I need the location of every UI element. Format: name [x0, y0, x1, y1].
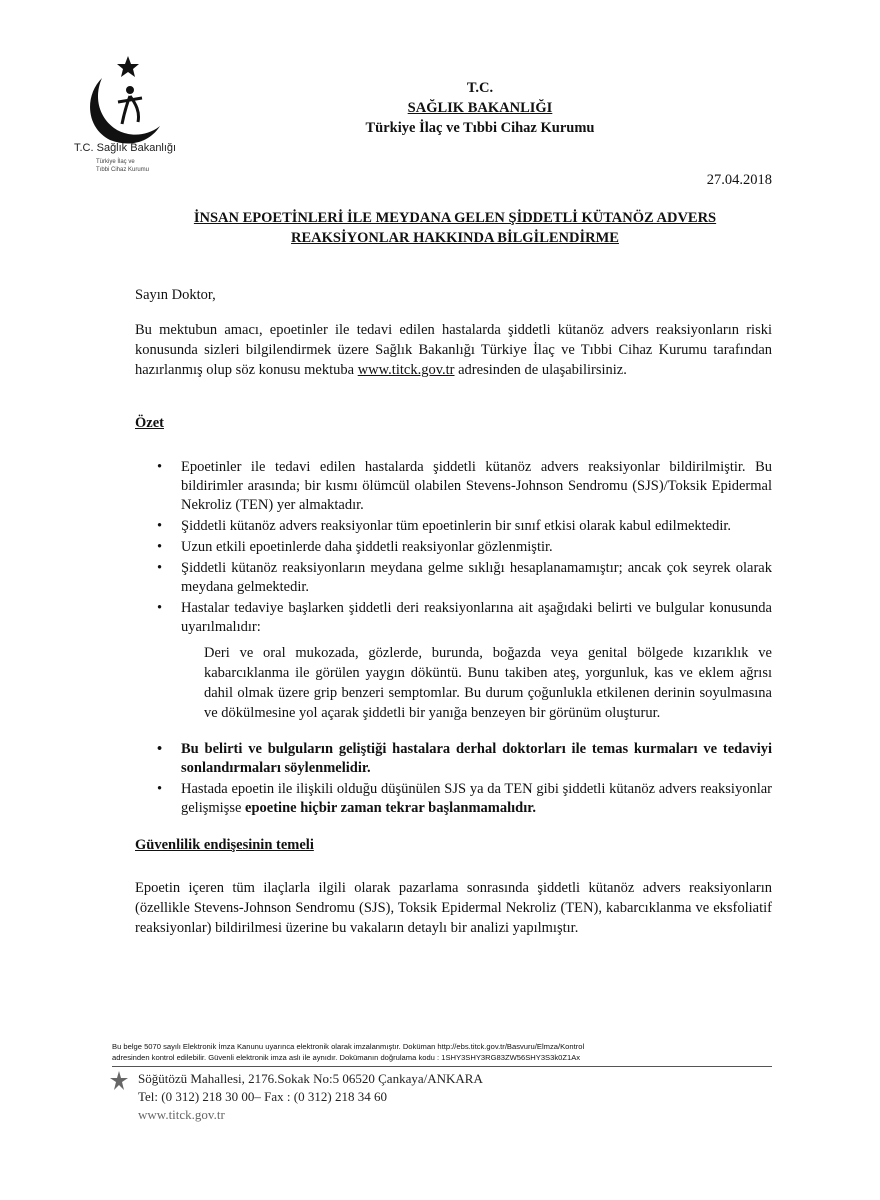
document-date: 27.04.2018: [706, 172, 772, 188]
e-signature-note: Bu belge 5070 sayılı Elektronik İmza Kanunu uyarınca elektronik olarak imzalanmıştır. Doküman http://ebs.titck.gov.tr/Basvuru/Elmza/Kontrol adresinden kontrol edilebilir. Güvenli elektronik imza aslı ile aynıdır. Dokümanın doğrulama kodu : 1SHY3SHY3RG83ZW56SHY3S3k0Z1Ax: [112, 1041, 772, 1067]
header-agency: Türkiye İlaç ve Tıbbi Cihaz Kurumu: [365, 120, 595, 136]
list-item: • Hastalar tedaviye başlarken şiddetli deri reaksiyonlarına ait aşağıdaki belirti ve bulgular konusunda uyarılmalıdır:: [157, 600, 772, 635]
logo-subtitle: Türkiye İlaç ve Tıbbi Cihaz Kurumu: [96, 159, 150, 173]
safety-heading: Güvenlilik endişesinin temeli: [135, 837, 314, 853]
list-item: • Epoetinler ile tedavi edilen hastalarda şiddetli kütanöz advers reaksiyonlar bildirilmiştir. Bu bildirimler arasında; bir kısmı ölümcül olabilen Stevens-Johnson Sendromu (SJS)/Toksik Epidermal Nekroliz (TEN) yer almaktadır.: [157, 459, 772, 513]
location-icon: [108, 1070, 130, 1092]
header-tc: T.C.: [466, 80, 494, 96]
footer-contact: [138, 1070, 483, 1124]
summary-list-continued: [135, 740, 772, 820]
list-item: • Şiddetli kütanöz advers reaksiyonlar tüm epoetinlerin bir sınıf etkisi olarak kabul edilmektedir.: [157, 518, 732, 534]
footer-website[interactable]: www.titck.gov.tr: [138, 1107, 225, 1122]
safety-paragraph: Epoetin içeren tüm ilaçlarla ilgili olarak pazarlama sonrasında şiddetli kütanöz advers reaksiyonların (özellikle Stevens-Johnson Sendromu (SJS), Toksik Epidermal Nekroliz (TEN), kabarcıklanma ve eksfoliatif reaksiyonlar) bildirilmesi üzerine bu vakaların detaylı bir analizi yapılmıştır.: [135, 880, 772, 936]
document-title: İNSAN EPOETİNLERİ İLE MEYDANA GELEN ŞİDDETLİ KÜTANÖZ ADVERS REAKSİYONLAR HAKKINDA BİLGİLENDİRME: [193, 210, 717, 246]
list-item-warning: • Bu belirti ve bulguların geliştiği hastalara derhal doktorları ile temas kurmaları ve tedaviyi sonlandırmaları söylenmelidir.: [157, 741, 772, 776]
footer-address: Söğütözü Mahallesi, 2176.Sokak No:5 06520 Çankaya/ANKARA: [138, 1071, 483, 1086]
list-item: • Hastada epoetin ile ilişkili olduğu düşünülen SJS ya da TEN gibi şiddetli kütanöz advers reaksiyonlar gelişmişse epoetine hiçbir zaman tekrar başlanmamalıdır.: [157, 781, 772, 816]
list-item: • Uzun etkili epoetinlerde daha şiddetli reaksiyonlar gözlenmiştir.: [157, 539, 553, 555]
intro-paragraph: Bu mektubun amacı, epoetinler ile tedavi edilen hastalarda şiddetli kütanöz advers reaksiyonların riski konusunda sizleri bilgilendirmek üzere Sağlık Bakanlığı Türkiye İlaç ve Tıbbi Cihaz Kurumu tarafından hazırlanmış olup söz konusu mektuba www.titck.gov.tr adresinden de ulaşabilirsiniz.: [135, 322, 772, 378]
list-item: • Şiddetli kütanöz reaksiyonların meydana gelme sıklığı hesaplanamamıştır; ancak çok seyrek olarak meydana gelmektedir.: [157, 560, 772, 595]
star-icon: [117, 56, 139, 77]
header-ministry: SAĞLIK BAKANLIĞI: [407, 100, 553, 116]
summary-list: [135, 458, 772, 639]
summary-heading: Özet: [135, 415, 164, 431]
symptom-description: Deri ve oral mukozada, gözlerde, burunda, boğazda veya genital bölgede kızarıklık ve kabarcıklanma ile görülen yaygın döküntü. Bunu takiben ateş, yorgunluk, kas ve eklem ağrısı dahil olmak üzere grip benzeri semptomlar. Bu durum çoğunlukla etkilenen derinin soyulmasına ve dökülmesine yol açarak şiddetli bir yanığa benzeyen bir görünüm oluşturur.: [204, 645, 772, 721]
logo-name: T.C. Sağlık Bakanlığı: [74, 142, 177, 154]
salutation: Sayın Doktor,: [135, 287, 216, 303]
footer-phone: Tel: (0 312) 218 30 00– Fax : (0 312) 218 34 60: [138, 1089, 387, 1104]
website-link[interactable]: www.titck.gov.tr: [357, 362, 455, 378]
